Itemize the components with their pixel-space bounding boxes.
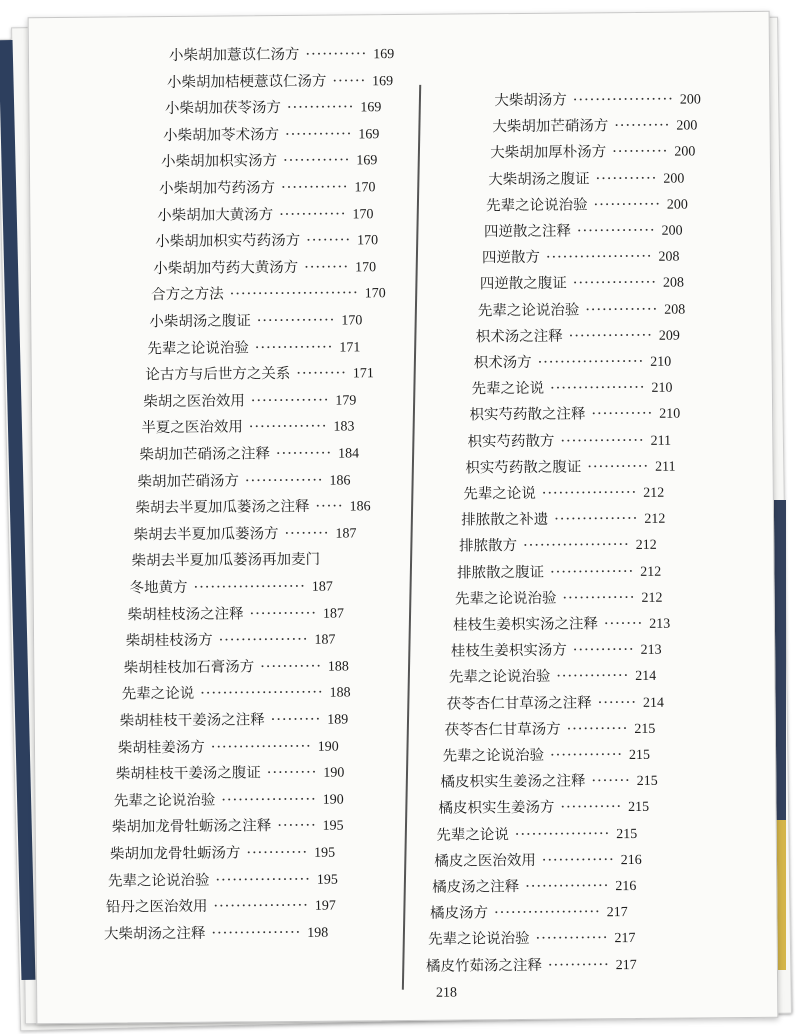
toc-leader-dots: ················· bbox=[514, 825, 611, 843]
toc-page-number: 170 bbox=[364, 286, 386, 302]
toc-entry-title: 柴胡桂枝干姜汤之注释 bbox=[119, 712, 265, 730]
toc-entry bbox=[128, 604, 344, 625]
toc-entry bbox=[434, 851, 642, 872]
toc-entry bbox=[149, 311, 362, 332]
toc-page-number: 188 bbox=[329, 685, 351, 702]
toc-entry-title: 柴胡桂枝汤方 bbox=[125, 632, 213, 650]
toc-leader-dots: ············ bbox=[284, 126, 353, 143]
toc-entry-title: 小柴胡加薏苡仁汤方 bbox=[168, 46, 300, 65]
toc-entry bbox=[455, 589, 663, 610]
toc-leader-dots: ······ bbox=[332, 72, 367, 90]
toc-entry bbox=[163, 125, 379, 146]
toc-leader-dots: ··············· bbox=[560, 432, 645, 450]
toc-entry bbox=[130, 578, 333, 599]
toc-page-number: 188 bbox=[327, 659, 349, 675]
toc-page-number: 170 bbox=[355, 260, 377, 276]
toc-entry bbox=[157, 205, 373, 226]
toc-leader-dots: ············· bbox=[585, 301, 659, 318]
toc-page-number: 169 bbox=[372, 73, 394, 89]
toc-entry bbox=[151, 285, 386, 306]
toc-entry bbox=[436, 825, 637, 846]
toc-entry bbox=[440, 772, 657, 793]
toc-entry bbox=[133, 524, 356, 545]
toc-page-number: 169 bbox=[360, 100, 382, 116]
toc-entry bbox=[467, 431, 671, 452]
toc-entry-title: 小柴胡加芍药汤方 bbox=[159, 180, 276, 198]
toc-entry-title: 茯苓杏仁甘草汤之注释 bbox=[446, 694, 592, 713]
toc-leader-dots: ··········· bbox=[566, 720, 629, 738]
toc-leader-dots: ········ bbox=[304, 259, 350, 276]
toc-entry-title: 小柴胡加枳实芍药汤方 bbox=[155, 233, 301, 251]
toc-leader-dots: ········· bbox=[296, 365, 347, 383]
toc-page-number: 195 bbox=[322, 818, 344, 835]
toc-entry bbox=[432, 877, 636, 898]
toc-entry-title: 柴胡之医治效用 bbox=[143, 393, 245, 411]
toc-leader-dots: ········· bbox=[266, 764, 318, 782]
toc-entry-title: 排脓散之腹证 bbox=[457, 564, 545, 582]
toc-entry bbox=[167, 72, 393, 93]
toc-page-number: 217 bbox=[606, 905, 628, 921]
toc-entry-title: 先辈之论说治验 bbox=[442, 747, 545, 765]
toc-entry-title: 柴胡桂姜汤方 bbox=[117, 739, 205, 757]
toc-entry-title: 先辈之论说治验 bbox=[113, 792, 216, 810]
toc-page-number: 170 bbox=[356, 233, 379, 249]
toc-page-number: 195 bbox=[316, 872, 338, 888]
toc-page bbox=[28, 11, 779, 1024]
toc-leader-dots: ··········· bbox=[260, 658, 322, 676]
toc-entry bbox=[135, 497, 370, 518]
toc-entry-title: 桂枝生姜枳实汤之注释 bbox=[452, 616, 599, 634]
toc-page-number: 213 bbox=[640, 642, 662, 659]
toc-page-number: 200 bbox=[676, 118, 698, 134]
toc-entry-title: 先辈之论说治验 bbox=[486, 197, 588, 215]
toc-entry bbox=[426, 956, 637, 977]
toc-page-number: 212 bbox=[635, 538, 657, 554]
toc-leader-dots: ············ bbox=[249, 605, 318, 622]
toc-entry-title: 枳实芍药散之腹证 bbox=[465, 459, 582, 477]
toc-entry bbox=[143, 391, 356, 412]
toc-entry bbox=[106, 897, 336, 918]
toc-leader-dots: ··············· bbox=[550, 563, 635, 581]
toc-page-number: 187 bbox=[314, 632, 336, 648]
toc-page-number: 208 bbox=[662, 275, 685, 292]
toc-page-number: 170 bbox=[341, 313, 363, 329]
toc-leader-dots: ················· bbox=[213, 898, 309, 915]
toc-leader-dots: ············ bbox=[281, 179, 349, 197]
toc-entry-title: 枳实芍药散之注释 bbox=[469, 406, 586, 424]
toc-leader-dots: ······· bbox=[597, 694, 638, 711]
toc-entry bbox=[449, 667, 657, 688]
toc-leader-dots: ················ bbox=[211, 924, 302, 942]
toc-entry bbox=[438, 798, 649, 819]
toc-leader-dots: ················· bbox=[541, 484, 638, 502]
toc-leader-dots: ··················· bbox=[523, 537, 630, 555]
toc-entry bbox=[131, 551, 332, 572]
toc-page-number: 197 bbox=[314, 898, 336, 914]
toc-entry bbox=[451, 641, 662, 662]
toc-leader-dots: ··················· bbox=[537, 353, 645, 371]
toc-entry-title: 茯苓杏仁甘草汤方 bbox=[444, 721, 561, 739]
toc-entry bbox=[139, 444, 359, 465]
toc-page-number: 187 bbox=[335, 526, 357, 542]
toc-leader-dots: ··········· bbox=[587, 458, 650, 476]
toc-entry bbox=[480, 274, 684, 295]
toc-entry bbox=[428, 929, 636, 950]
toc-leader-dots: ············· bbox=[541, 851, 615, 869]
toc-leader-dots: ············ bbox=[279, 206, 347, 223]
toc-entry-title: 先辈之论说 bbox=[121, 686, 195, 703]
toc-leader-dots: ·············· bbox=[576, 222, 656, 240]
toc-leader-dots: ··············· bbox=[568, 327, 653, 345]
toc-entry-title: 先辈之论说治验 bbox=[147, 339, 249, 357]
toc-entry bbox=[153, 258, 376, 279]
toc-leader-dots: ··················· bbox=[494, 904, 601, 922]
toc-entry bbox=[486, 195, 688, 216]
toc-page-number: 169 bbox=[358, 126, 380, 143]
toc-entry bbox=[445, 720, 656, 741]
toc-entry bbox=[104, 923, 328, 944]
toc-leader-dots: ·········· bbox=[612, 144, 669, 161]
toc-entry bbox=[461, 510, 665, 531]
toc-page-number: 200 bbox=[663, 171, 685, 187]
toc-entry-title: 柴胡去半夏加瓜蒌汤再加麦门 bbox=[131, 552, 321, 570]
toc-page-number: 170 bbox=[352, 206, 374, 223]
toc-entry-title: 合方之方法 bbox=[151, 286, 224, 304]
toc-page-number: 190 bbox=[323, 765, 345, 781]
toc-entry-title: 小柴胡加枳实汤方 bbox=[161, 153, 278, 171]
toc-page-number: 215 bbox=[628, 800, 650, 816]
toc-page-number: 208 bbox=[658, 249, 680, 265]
toc-entry-title: 小柴胡加桔梗薏苡仁汤方 bbox=[166, 73, 327, 91]
toc-entry bbox=[492, 117, 697, 138]
toc-entry-title: 柴胡桂枝加石膏汤方 bbox=[123, 659, 255, 677]
toc-entry-title: 柴胡桂枝汤之注释 bbox=[127, 605, 244, 624]
toc-leader-dots: ······················· bbox=[229, 285, 359, 303]
toc-page-number: 214 bbox=[635, 669, 657, 685]
toc-entry-title: 枳实芍药散方 bbox=[467, 433, 555, 451]
toc-leader-dots: ················ bbox=[218, 632, 309, 649]
toc-entry bbox=[147, 338, 360, 359]
toc-entry-title: 柴胡桂枝干姜汤之腹证 bbox=[115, 765, 261, 783]
toc-entry bbox=[108, 870, 338, 891]
toc-entry-title: 先辈之论说治验 bbox=[448, 669, 551, 686]
toc-leader-dots: ·········· bbox=[275, 445, 333, 463]
toc-entry-title: 柴胡去半夏加瓜蒌汤方 bbox=[133, 525, 279, 544]
toc-entry bbox=[453, 615, 670, 636]
toc-entry-title: 橘皮之医治效用 bbox=[434, 852, 536, 870]
toc-entry-title: 冬地黄方 bbox=[129, 579, 188, 597]
toc-entry-title: 四逆散方 bbox=[481, 249, 540, 267]
toc-entry bbox=[424, 983, 457, 1002]
toc-page-number: 200 bbox=[661, 223, 683, 239]
toc-entry bbox=[465, 457, 675, 478]
toc-page-number: 212 bbox=[640, 564, 662, 580]
toc-entry bbox=[430, 903, 628, 924]
column-divider bbox=[402, 85, 421, 990]
toc-page-number: 217 bbox=[614, 931, 636, 947]
toc-entry-title: 论古方与后世方之关系 bbox=[145, 366, 291, 384]
toc-page-number: 215 bbox=[628, 747, 651, 764]
toc-entry-title: 先辈之论说 bbox=[463, 485, 536, 503]
toc-entry bbox=[165, 98, 381, 119]
toc-page-number: 210 bbox=[651, 380, 673, 397]
toc-leader-dots: ········· bbox=[270, 711, 322, 729]
toc-leader-dots: ········ bbox=[284, 525, 330, 542]
toc-leader-dots: ······· bbox=[591, 773, 631, 790]
toc-leader-dots: ······· bbox=[277, 818, 317, 835]
toc-leader-dots: ·············· bbox=[244, 472, 324, 489]
toc-entry-title: 大柴胡加芒硝汤方 bbox=[492, 118, 609, 136]
toc-page-number: 215 bbox=[636, 773, 658, 790]
toc-entry-title: 小柴胡加大黄汤方 bbox=[157, 206, 274, 224]
toc-page-number: 200 bbox=[679, 92, 701, 108]
toc-leader-dots: ·············· bbox=[250, 392, 330, 410]
toc-entry bbox=[116, 764, 345, 785]
toc-entry bbox=[124, 657, 349, 678]
toc-page-number: 184 bbox=[337, 446, 360, 462]
toc-entry bbox=[114, 790, 344, 811]
toc-page-number: 216 bbox=[620, 852, 642, 868]
toc-entry bbox=[137, 471, 350, 492]
toc-entry bbox=[463, 484, 664, 505]
toc-leader-dots: ············· bbox=[550, 747, 624, 764]
toc-entry-title: 先辈之论说治验 bbox=[107, 872, 210, 890]
toc-leader-dots: ················· bbox=[221, 791, 317, 809]
toc-page-number: 200 bbox=[666, 197, 688, 213]
toc-page-number: 198 bbox=[307, 925, 329, 941]
toc-leader-dots: ··········· bbox=[560, 799, 623, 817]
toc-leader-dots: ············· bbox=[562, 589, 636, 607]
toc-entry bbox=[169, 45, 394, 66]
toc-leader-dots: ··················· bbox=[545, 249, 653, 266]
toc-entry bbox=[141, 418, 354, 439]
toc-page-number: 215 bbox=[616, 826, 638, 842]
toc-page-number: 211 bbox=[655, 459, 676, 475]
toc-entry bbox=[122, 684, 351, 705]
toc-page-number: 200 bbox=[674, 144, 696, 161]
toc-leader-dots: ······················ bbox=[200, 685, 324, 703]
toc-entry-title: 先辈之论说治验 bbox=[428, 931, 530, 949]
toc-leader-dots: ··········· bbox=[547, 956, 610, 974]
toc-leader-dots: ·············· bbox=[256, 312, 336, 330]
toc-entry bbox=[457, 562, 661, 583]
toc-entry-title: 四逆散之腹证 bbox=[479, 275, 567, 293]
toc-page-number: 211 bbox=[650, 433, 672, 449]
toc-leader-dots: ······· bbox=[603, 615, 644, 633]
toc-entry-title: 橘皮枳实生姜汤方 bbox=[438, 800, 555, 818]
toc-leader-dots: ····· bbox=[315, 498, 344, 515]
toc-page-number: 183 bbox=[333, 419, 355, 435]
toc-entry-title: 大柴胡汤之腹证 bbox=[488, 170, 590, 188]
toc-page-number: 212 bbox=[641, 590, 663, 606]
toc-entry bbox=[471, 379, 672, 400]
toc-page-number: 171 bbox=[339, 339, 361, 356]
toc-page-number: 213 bbox=[649, 616, 671, 632]
toc-leader-dots: ···················· bbox=[193, 578, 306, 596]
toc-page-number: 210 bbox=[659, 406, 681, 423]
toc-leader-dots: ·············· bbox=[248, 419, 328, 436]
toc-entry-title: 橘皮汤之注释 bbox=[432, 879, 520, 896]
toc-entry-title: 排脓散之补遗 bbox=[461, 511, 549, 529]
toc-entry-title: 橘皮竹茹汤之注释 bbox=[425, 957, 543, 975]
toc-entry-title: 大柴胡加厚朴汤方 bbox=[490, 144, 607, 162]
toc-entry-title: 柴胡加芒硝汤方 bbox=[137, 473, 240, 490]
toc-entry bbox=[118, 737, 339, 758]
toc-leader-dots: ··············· bbox=[554, 511, 639, 528]
toc-page-number: 186 bbox=[349, 499, 371, 515]
toc-page-number: 190 bbox=[317, 739, 339, 755]
toc-entry-title: 枳术汤方 bbox=[473, 354, 532, 372]
toc-leader-dots: ·················· bbox=[572, 91, 674, 109]
toc-page-number: 216 bbox=[615, 878, 637, 895]
toc-page-number: 186 bbox=[329, 473, 351, 489]
toc-entry bbox=[476, 326, 680, 347]
toc-page-number: 187 bbox=[311, 579, 333, 595]
toc-entry bbox=[112, 817, 344, 838]
toc-leader-dots: ··············· bbox=[525, 878, 610, 895]
toc-entry-title: 大柴胡汤之注释 bbox=[103, 925, 206, 943]
toc-page-number: 210 bbox=[650, 354, 672, 370]
toc-leader-dots: ················· bbox=[215, 871, 311, 889]
toc-entry-title: 柴胡加芒硝汤之注释 bbox=[139, 446, 271, 464]
toc-entry bbox=[145, 364, 374, 385]
toc-page-number: 171 bbox=[352, 366, 374, 382]
toc-entry-title: 柴胡加龙骨牡蛎汤之注释 bbox=[111, 818, 272, 836]
toc-page-number: 214 bbox=[642, 695, 665, 711]
toc-entry-title: 橘皮汤方 bbox=[430, 905, 489, 922]
toc-leader-dots: ··············· bbox=[572, 275, 658, 292]
toc-page-number: 190 bbox=[322, 792, 344, 808]
toc-leader-dots: ··········· bbox=[305, 46, 368, 63]
toc-page-number: 212 bbox=[644, 511, 666, 528]
toc-entry-title: 四逆散之注释 bbox=[483, 223, 572, 241]
toc-entry bbox=[155, 231, 378, 252]
toc-page-number: 212 bbox=[643, 485, 665, 501]
toc-page-number: 187 bbox=[322, 606, 345, 622]
toc-entry-title: 桂枝生姜枳实汤方 bbox=[450, 642, 567, 660]
toc-entry-title: 柴胡去半夏加瓜蒌汤之注释 bbox=[135, 499, 310, 517]
toc-entry-title: 枳术汤之注释 bbox=[475, 328, 563, 346]
toc-entry-title: 小柴胡加茯苓汤方 bbox=[164, 100, 282, 118]
toc-page-number: 217 bbox=[615, 957, 637, 973]
toc-entry bbox=[161, 152, 377, 173]
toc-entry-title: 小柴胡加芍药大黄汤方 bbox=[153, 259, 299, 277]
toc-leader-dots: ············· bbox=[535, 930, 609, 948]
toc-leader-dots: ··········· bbox=[595, 170, 658, 187]
toc-leader-dots: ················· bbox=[550, 380, 646, 397]
toc-entry bbox=[484, 222, 683, 243]
toc-leader-dots: ·············· bbox=[254, 339, 334, 356]
toc-entry-title: 大柴胡汤方 bbox=[494, 92, 567, 110]
toc-leader-dots: ········ bbox=[306, 232, 352, 250]
toc-entry bbox=[126, 631, 336, 652]
toc-page-number: 179 bbox=[335, 393, 357, 409]
toc-leader-dots: ············ bbox=[593, 196, 661, 214]
toc-entry-title: 先辈之论说治验 bbox=[454, 590, 557, 608]
toc-page-number: 189 bbox=[327, 712, 349, 728]
toc-leader-dots: ············· bbox=[556, 668, 630, 686]
toc-entry-title: 柴胡加龙骨牡蛎汤方 bbox=[109, 845, 241, 863]
toc-leader-dots: ·········· bbox=[614, 117, 671, 135]
toc-entry-title: 先辈之论说 bbox=[436, 826, 509, 844]
toc-entry bbox=[488, 169, 684, 190]
toc-entry bbox=[159, 178, 375, 199]
toc-entry bbox=[490, 143, 695, 164]
toc-leader-dots: ············ bbox=[283, 152, 351, 170]
toc-leader-dots: ··········· bbox=[591, 406, 654, 423]
toc-entry-title: 铅丹之医治效用 bbox=[105, 898, 208, 916]
toc-entry-title: 半夏之医治效用 bbox=[141, 419, 243, 437]
toc-entry bbox=[478, 300, 686, 321]
toc-leader-dots: ·················· bbox=[210, 738, 312, 756]
toc-page-number: 215 bbox=[634, 721, 656, 737]
toc-entry bbox=[482, 248, 680, 269]
toc-entry bbox=[120, 710, 349, 731]
toc-leader-dots: ··········· bbox=[246, 844, 309, 862]
toc-entry bbox=[459, 536, 657, 557]
toc-entry-title: 先辈之论说 bbox=[471, 380, 545, 398]
toc-page-number: 209 bbox=[658, 328, 680, 344]
toc-entry bbox=[474, 353, 672, 374]
toc-entry-title: 先辈之论说治验 bbox=[477, 302, 580, 319]
toc-entry-title: 排脓散方 bbox=[459, 538, 518, 555]
toc-entry bbox=[110, 844, 335, 865]
toc-page-number: 170 bbox=[354, 180, 376, 196]
toc-entry-title: 小柴胡加苓术汤方 bbox=[162, 126, 280, 144]
toc-entry bbox=[469, 405, 680, 426]
toc-entry-title: 橘皮枳实生姜汤之注释 bbox=[440, 773, 586, 791]
toc-page-number: 208 bbox=[664, 302, 686, 318]
toc-page-number: 218 bbox=[435, 985, 458, 1001]
toc-entry bbox=[494, 90, 701, 111]
toc-leader-dots: ··········· bbox=[572, 642, 635, 659]
toc-page-number: 169 bbox=[356, 153, 378, 169]
toc-entry bbox=[447, 693, 664, 714]
toc-entry bbox=[443, 746, 651, 767]
toc-page-number: 195 bbox=[314, 845, 336, 861]
toc-leader-dots: ············ bbox=[286, 99, 355, 117]
toc-page-number: 169 bbox=[373, 47, 395, 63]
toc-entry-title: 小柴胡汤之腹证 bbox=[149, 313, 251, 331]
